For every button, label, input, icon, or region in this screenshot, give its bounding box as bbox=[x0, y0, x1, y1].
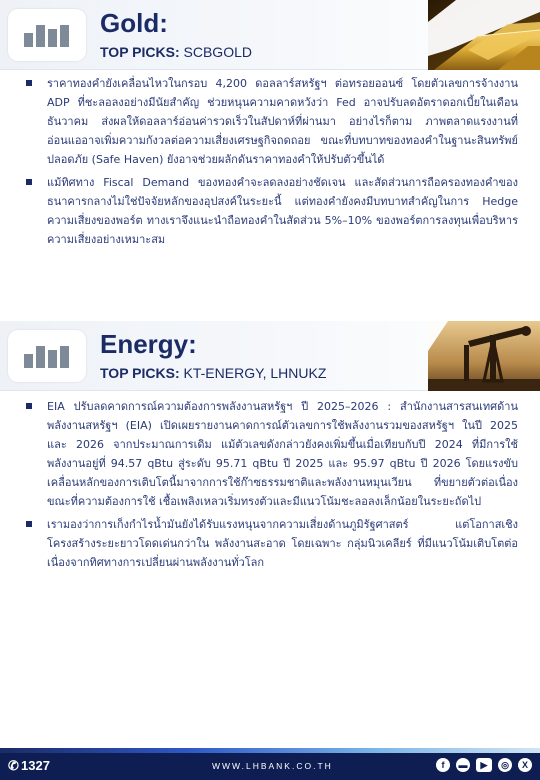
bank-logo-box bbox=[8, 9, 86, 61]
gold-banner bbox=[0, 0, 540, 70]
section-title: Energy: bbox=[100, 329, 197, 359]
instagram-icon[interactable]: ◎ bbox=[498, 758, 512, 772]
top-picks-value: SCBGOLD bbox=[179, 44, 252, 60]
youtube-icon[interactable]: ▶ bbox=[476, 758, 492, 772]
social-links bbox=[436, 758, 532, 772]
gold-bullet-list bbox=[0, 74, 540, 253]
top-picks-label: TOP PICKS: bbox=[100, 44, 180, 60]
gold-section bbox=[0, 0, 540, 70]
line-icon[interactable]: ▬ bbox=[456, 758, 470, 772]
footer bbox=[0, 753, 540, 780]
bank-logo-box bbox=[8, 330, 86, 382]
section-title: Gold: bbox=[100, 8, 168, 38]
list-item: เรามองว่าการเก็งกำไรน้ำมันยังได้รับแรงหนุนจากความเสี่ยงด้านภูมิรัฐศาสตร์ แต่โอกาสเชิงโครงสร้างระยะยาวโดดเด่นกว่าใน พลังงานสะอาด โดยเฉพาะ กลุ่มนิวเคลียร์ ที่มีแนวโน้มเติบโตต่อเนื่องจากทิศทางการเปลี่ยนผ่านพลังงานทั่วโลก bbox=[0, 515, 540, 572]
list-item: EIA ปรับลดคาดการณ์ความต้องการพลังงานสหรัฐฯ ปี 2025–2026 : สำนักงานสารสนเทศด้านพลังงานสหรัฐฯ (EIA) เปิดเผยรายงานคาดการณ์ตัวเลขการใช้พลังงานรวมของสหรัฐฯ ในปี 2025 และ 2026 จากประมาณการเดิม แม้ตัวเลขดังกล่าวยังคงเพิ่มขึ้นเมื่อเทียบกับปี 2024 ที่มีการใช้พลังงานอยู่ที่ 94.57 qBtu สู่ระดับ 95.71 qBtu ปี 2025 และ 95.97 qBtu ปี 2026 โดยแรงขับเคลื่อนหลักของการเติบโตนี้มาจากการใช้ก๊าซธรรมชาติและพลังงานหมุนเวียน ที่ขยายตัวต่อเนื่อง ขณะที่ความต้องการใช้ เชื้อเพลิงเหลวเริ่มทรงตัวและมีแนวโน้มชะลอลงเล็กน้อยในระยะถัดไป bbox=[0, 397, 540, 511]
energy-banner bbox=[0, 321, 540, 391]
list-item: แม้ทิศทาง Fiscal Demand ของทองคำจะลดลงอย่างชัดเจน และสัดส่วนการถือครองทองคำของธนาคารกลางไม่ใช่ปัจจัยหลักของอุปสงค์ในระยะนี้ แต่ทองคำยังคงมีบทบาทสำคัญในการ Hedge ความเสี่ยงของพอร์ต ทางเราจึงแนะนำถือทองคำในสัดส่วน 5%–10% ของพอร์ตการลงทุนเพื่อบริหารความเสี่ยงอย่างเหมาะสม bbox=[0, 173, 540, 249]
top-picks-value: KT-ENERGY, LHNUKZ bbox=[179, 365, 327, 381]
x-icon[interactable]: X bbox=[518, 758, 532, 772]
oil-pump-image bbox=[428, 321, 540, 391]
website-link[interactable]: WWW.LHBANK.CO.TH bbox=[212, 761, 333, 771]
top-picks bbox=[100, 44, 252, 60]
bank-logo-icon bbox=[24, 346, 72, 368]
energy-bullet-list bbox=[0, 397, 540, 576]
bank-logo-icon bbox=[24, 25, 72, 47]
energy-section bbox=[0, 321, 540, 391]
list-item: ราคาทองคำยังเคลื่อนไหวในกรอบ 4,200 ดอลลาร์สหรัฐฯ ต่อทรอยออนซ์ โดยตัวเลขการจ้างงาน ADP ที่ชะลอลงอย่างมีนัยสำคัญ ช่วยหนุนความคาดหวังว่า Fed อาจปรับลดอัตราดอกเบี้ยในเดือนธันวาคม ส่งผลให้ดอลลาร์อ่อนค่ารวดเร็วในสัปดาห์ที่ผ่านมา อย่างไรก็ตาม ภาพตลาดแรงงานที่อ่อนแออาจเพิ่มความกังวลต่อความเสี่ยงเศรษฐกิจถดถอย ขณะที่บทบาทของทองคำในฐานะสินทรัพย์ปลอดภัย (Safe Haven) ยังอาจช่วยผลักดันราคาทองคำให้ปรับตัวขึ้นได้ bbox=[0, 74, 540, 169]
phone-number[interactable] bbox=[8, 758, 50, 774]
phone-icon: ✆ bbox=[8, 758, 19, 773]
phone-text: 1327 bbox=[21, 758, 50, 773]
top-picks bbox=[100, 365, 326, 381]
facebook-icon[interactable]: f bbox=[436, 758, 450, 772]
gold-bars-image bbox=[428, 0, 540, 70]
top-picks-label: TOP PICKS: bbox=[100, 365, 180, 381]
